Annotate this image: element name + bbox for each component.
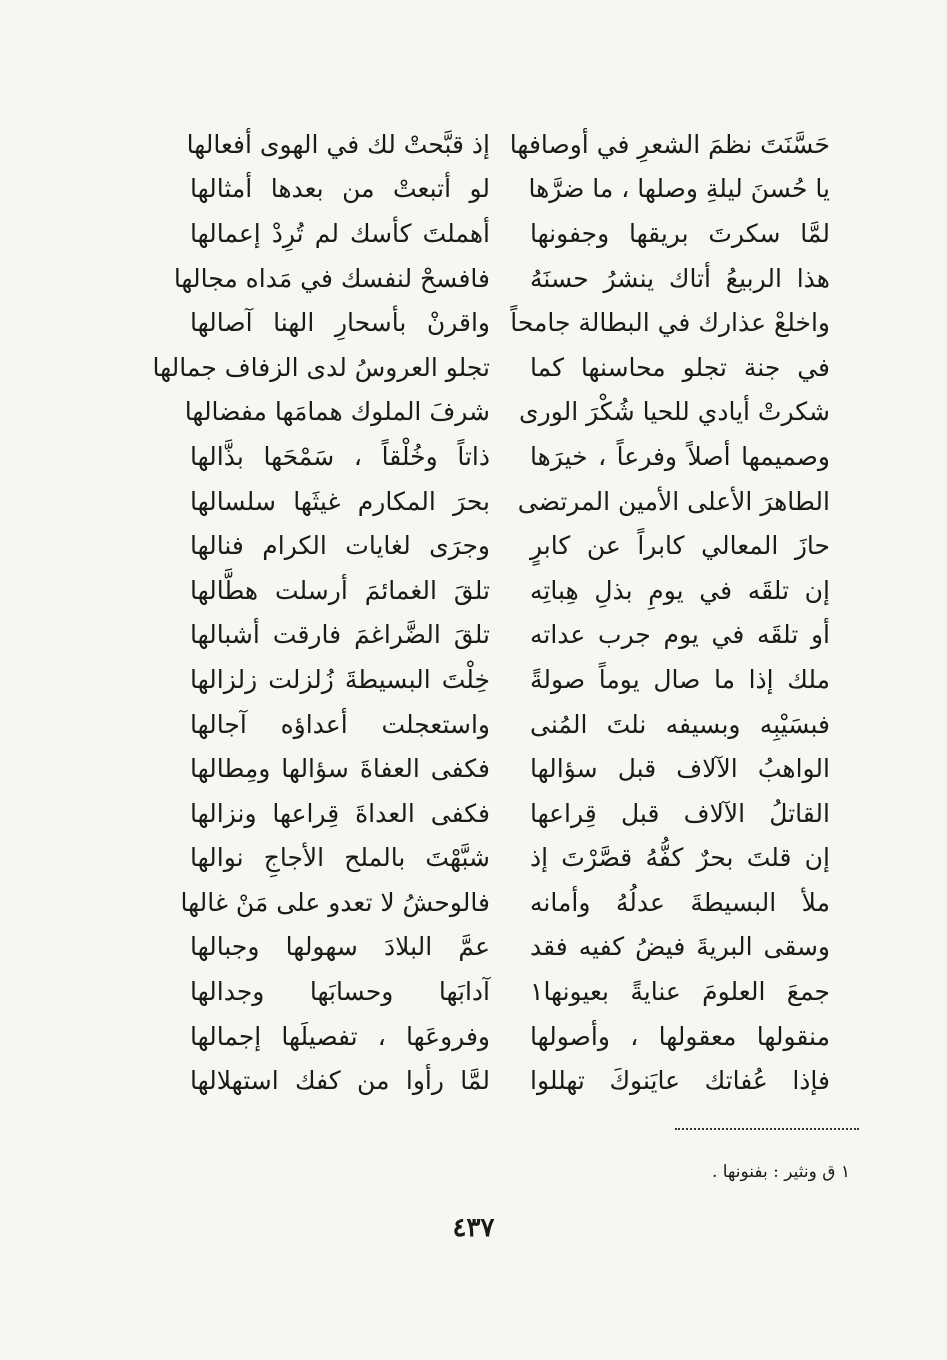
- first-hemistich: في جنة تجلو محاسنها كما: [530, 352, 830, 382]
- verse-line: [190, 1014, 830, 1059]
- verse-line: [190, 434, 830, 479]
- second-hemistich: تلقَ الضَّراغمَ فارقت أشبالها: [190, 620, 490, 650]
- first-hemistich: الواهبُ الآلاف قبل سؤالها: [530, 754, 830, 784]
- first-hemistich: القاتلُ الآلاف قبل قِراعها: [530, 798, 830, 828]
- second-hemistich: فافسحْ لنفسك في مَداه مجالها: [173, 263, 490, 293]
- second-hemistich: فكفى العفاةَ سؤالها ومِطالها: [190, 754, 490, 784]
- first-hemistich: إن قلتَ بحرٌ كفُّهُ قصَّرْتَ إذ: [530, 843, 830, 873]
- verse-line: [186, 122, 830, 167]
- verse-line: [190, 702, 830, 747]
- second-hemistich: ذاتاً وخُلْقاً ، سَمْحَها بذَّالها: [190, 441, 490, 471]
- footnote: ١ ق ونثير : بفنونها .: [711, 1162, 850, 1182]
- first-hemistich: يا حُسنَ ليلةِ وصلها ، ما ضرَّها: [528, 174, 830, 204]
- verse-line: [190, 746, 830, 791]
- verse-line: [190, 1058, 830, 1103]
- second-hemistich: لمَّا رأوا من كفك استهلالها: [190, 1066, 490, 1096]
- verse-line: [190, 925, 830, 970]
- first-hemistich: هذا الربيعُ أتاك ينشرُ حسنَهُ: [530, 263, 830, 293]
- verse-line: [173, 256, 830, 301]
- second-hemistich: بحرَ المكارم غيثَها سلسالها: [190, 486, 490, 516]
- second-hemistich: لو أتبعتْ من بعدها أمثالها: [190, 174, 490, 204]
- first-hemistich: إن تلقَه في يومِ بذلِ هِباتِه: [530, 575, 830, 605]
- first-hemistich: ملك إذا ما صال يوماً صولةً: [530, 664, 830, 694]
- second-hemistich: وفروعَها ، تفصيلَها إجمالها: [190, 1021, 490, 1051]
- verse-line: [190, 523, 830, 568]
- verse-line: [190, 613, 830, 658]
- verse-line: [190, 836, 830, 881]
- verse-line: [190, 791, 830, 836]
- poem-body: [152, 122, 830, 1103]
- verse-line: [190, 167, 830, 212]
- verse-line: [190, 657, 830, 702]
- first-hemistich: الطاهرَ الأعلى الأمين المرتضى: [517, 486, 830, 516]
- second-hemistich: عمَّ البلادَ سهولها وجبالها: [190, 932, 490, 962]
- second-hemistich: فكفى العداةَ قِراعها ونزالها: [190, 798, 490, 828]
- first-hemistich: وسقى البريةَ فيضُ كفيه فقد: [530, 932, 830, 962]
- second-hemistich: تجلو العروسُ لدى الزفاف جمالها: [152, 352, 490, 382]
- first-hemistich: شكرتْ أيادي للحيا شُكْرَ الورى: [519, 397, 830, 427]
- first-hemistich: حازَ المعالي كابراً عن كابرٍ: [530, 531, 830, 561]
- second-hemistich: تلقَ الغمائمَ أرسلت هطَّالها: [190, 575, 490, 605]
- verse-line: [190, 969, 830, 1014]
- first-hemistich: لمَّا سكرتَ بريقها وجفونها: [530, 218, 830, 248]
- second-hemistich: واقرنْ بأسحارِ الهنا آصالها: [190, 308, 490, 338]
- verse-line: [190, 568, 830, 613]
- footnote-divider: [675, 1128, 859, 1130]
- second-hemistich: آدابَها وحسابَها وجدالها: [190, 977, 490, 1007]
- first-hemistich: فبسَيْبِه وبسيفه نلتَ المُنى: [530, 709, 830, 739]
- first-hemistich: وصميمها أصلاً وفرعاً ، خيرَها: [530, 441, 830, 471]
- first-hemistich: واخلعْ عذارك في البطالة جامحاً: [510, 308, 830, 338]
- second-hemistich: وجرَى لغايات الكرام فنالها: [190, 531, 490, 561]
- second-hemistich: شرفَ الملوك همامَها مفضالها: [184, 397, 490, 427]
- second-hemistich: واستعجلت أعداؤه آجالها: [190, 709, 490, 739]
- page-number: ٤٣٧: [452, 1213, 495, 1243]
- verse-line: [184, 390, 830, 435]
- second-hemistich: خِلْتَ البسيطةَ زُلزلت زلزالها: [190, 664, 490, 694]
- first-hemistich: منقولها معقولها ، وأصولها: [530, 1021, 830, 1051]
- verse-line: [190, 211, 830, 256]
- first-hemistich: حَسَّنَتَ نظمَ الشعرِ في أوصافها: [509, 129, 830, 159]
- second-hemistich: إذ قبَّحتْ لك في الهوى أفعالها: [186, 129, 490, 159]
- second-hemistich: شبَّهْتَ بالملح الأجاجِ نوالها: [190, 843, 490, 873]
- first-hemistich: ملأ البسيطةَ عدلُهُ وأمانه: [530, 887, 830, 917]
- second-hemistich: فالوحشُ لا تعدو على مَنْ غالها: [180, 887, 490, 917]
- first-hemistich: جمعَ العلومَ عنايةً بعيونها١: [530, 977, 830, 1007]
- verse-line: [190, 300, 830, 345]
- verse-line: [190, 479, 830, 524]
- first-hemistich: فإذا عُفاتك عايَنوكَ تهللوا: [530, 1066, 830, 1096]
- first-hemistich: أو تلقَه في يوم جرب عداته: [530, 620, 830, 650]
- verse-line: [180, 880, 830, 925]
- second-hemistich: أهملتَ كأسك لم تُرِدْ إعمالها: [190, 218, 490, 248]
- verse-line: [152, 345, 830, 390]
